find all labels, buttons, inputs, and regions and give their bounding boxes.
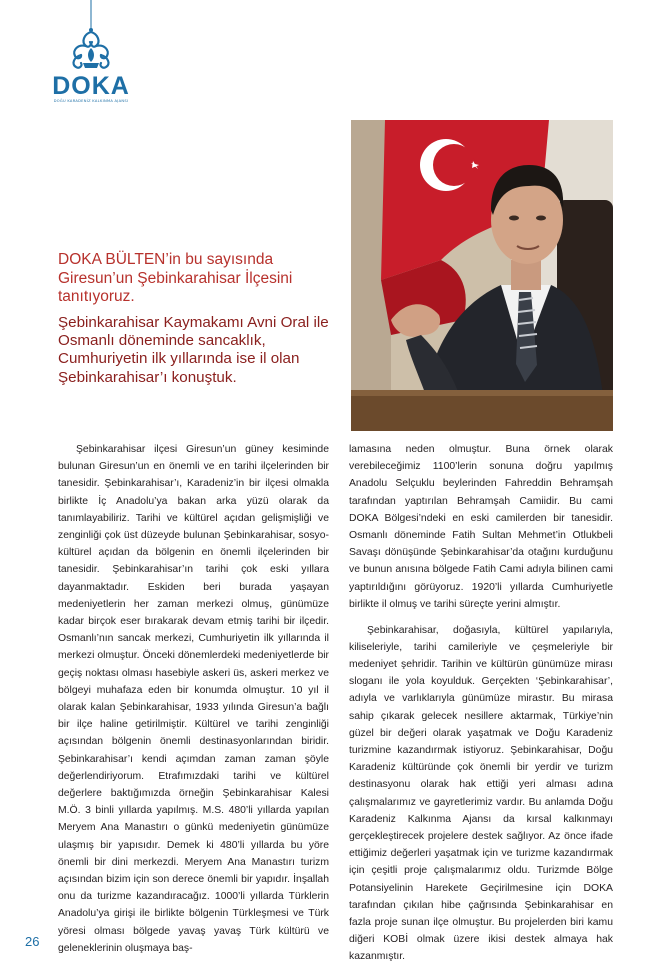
page-number: 26 xyxy=(25,934,40,949)
interview-photo xyxy=(351,120,613,431)
logo-tagline: DOĞU KARADENİZ KALKINMA AJANSI xyxy=(53,99,129,103)
ornament-icon xyxy=(50,0,132,76)
article-title: DOKA BÜLTEN’in bu sayısında Giresun’un Şebinkarahisar İlçesini tanıtıyoruz. xyxy=(58,251,293,305)
doka-logo xyxy=(50,0,132,105)
right-column xyxy=(349,441,613,966)
body-paragraph: Şebinkarahisar ilçesi Giresun’un güney kesiminde bulunan Giresun’un en önemli ve en tarihi ilçelerinden bir tanesidir. Şebinkarahisar’ı, Karadeniz’in bir ilçesi olmakla birlikte İç Anadolu’ya bakan arka yüzü olarak da tanımlayabiliriz. Tarihi ve kültürel açıdan gelişmişliği ve zenginliği çok üst düzeyde bulunan Şebinkarahisar, sosyo-kültürel açıdan da bölgenin en önemli ilçelerinden bir tanesidir. Şebinkarahisar’ın tarihi çok eski yıllara dayanmaktadır. Eskiden beri burada yaşayan medeniyetlerin her zaman merkezi olmuş, günümüze kadar birçok eser bırakarak devam etmiş tarihi bir ilçedir. Osmanlı’nın sancak merkezi, Cumhuriyetin ilk yıllarında il merkezi olmuştur. Önceki dönemlerdeki medeniyetlerde bir geçiş noktası olması hasebiyle askeri üs, askeri merkez ve bölgeyi muhafaza eden bir konumda olmuştur. 10 yıl il olarak kalan Şebinkarahisar, 1933 yılında Giresun’a bağlı bir ilçe haline getirilmiştir. Kültürel ve tarihi zenginliği açısından bölgenin önemli destinasyonlarından biridir. Şebinkarahisar’ı kendi açımdan zaman zaman şöyle değerlendiriyorum. Etrafımızdaki tarihi ve kültürel değerlere baktığımızda örneğin Şebinkarahisar Kalesi M.Ö. 3 binli yıllarda yapılmış. M.S. 480’li yıllarda yapılan Meryem Ana Manastırı o günkü medeniyetin günümüze ulaşmış bir yapısıdır. Demek ki 480’li yıllarda bu yöre önemli bir dini merkezdi. Meryem Ana Manastırı turizm açısından bizim için son derece önemli bir yapıdır. İnşallah onu da turizme kazandıracağız. 1000’li yıllarda Türklerin Anadolu’ya girişi ile birlikte bölgenin Türkleşmesi ve Türk yöresi olması bölgede yavaş yavaş Türk kültürü ve geleneklerinin oluşmaya baş- xyxy=(58,444,329,954)
body-paragraph: Şebinkarahisar, doğasıyla, kültürel yapılarıyla, kiliseleriyle, tarihi camileriyle ve çeşmeleriyle bir medeniyet şehridir. Tarihin ve kültürün günümüze mirası sloganı ile yola koyulduk. Gerçekten ‘Şebinkarahisar’, adıyla ve varlıklarıyla günümüze mirastır. Bu mirasa sahip çıkarak gelecek nesillere aktarmak, Türkiye’nin güzel bir değeri olarak yaşatmak ve Doğu Karadeniz turizmine kazandırmak istiyoruz. Şebinkarahisar, Doğu Karadeniz kültüründe çok önemli bir yerdir ve turizm destinasyonu olarak hak ettiği yeri alması adına çalışmalarımız ve gayretlerimiz vardır. Bu anlamda Doğu Karadeniz Kalkınma Ajansı da kırsal kalkınmayı gerçekleştirecek projelere destek sağlıyor. Az önce ifade ettiğimiz değerleri yaşatmak için ve turizme kazandırmak için çeşitli proje çalışmalarımız oldu. Turizmde Bölge Potansiyelinin Harekete Geçirilmesine için DOKA tarafından çıkılan hibe çağrısında Şebinkarahisar en fazla proje sunan ilçe olmuştur. Bu projelerden biri kamu diğeri KOBİ olmak üzere ikisi destek almaya hak kazanmıştır. xyxy=(349,624,613,963)
interview-photo-icon xyxy=(351,120,613,431)
left-column xyxy=(58,441,329,957)
article-lead: Şebinkarahisar Kaymakamı Avni Oral ile Osmanlı döneminde sancaklık, Cumhuriyetin ilk yıllarında ise il olan Şebinkarahisar’ı konuştuk. xyxy=(58,313,329,386)
logo-wordmark: DOKA xyxy=(52,72,130,100)
intro xyxy=(58,251,348,387)
body-paragraph: lamasına neden olmuştur. Buna örnek olarak verebileceğimiz 1100’lerin sonuna doğru yapılmış Anadolu Selçuklu beylerinden Fahreddin Behramşah tarafından yaptırılan Behramşah Camiidir. Bu cami DOKA Bölgesi’ndeki en eski camilerden bir tanesidir. Osmanlı döneminde Fatih Sultan Mehmet’in Otlukbeli Savaşı dönüşünde Şebinkarahisar’da otağını kurduğunu ve bunun anısına bölgede Fatih Cami adıyla bilinen cami yaptırıldığını görüyoruz. 1920’li yıllarda Cumhuriyetle birlikte il olmuş ve tarihi süreçte yerini almıştır. xyxy=(349,444,613,610)
